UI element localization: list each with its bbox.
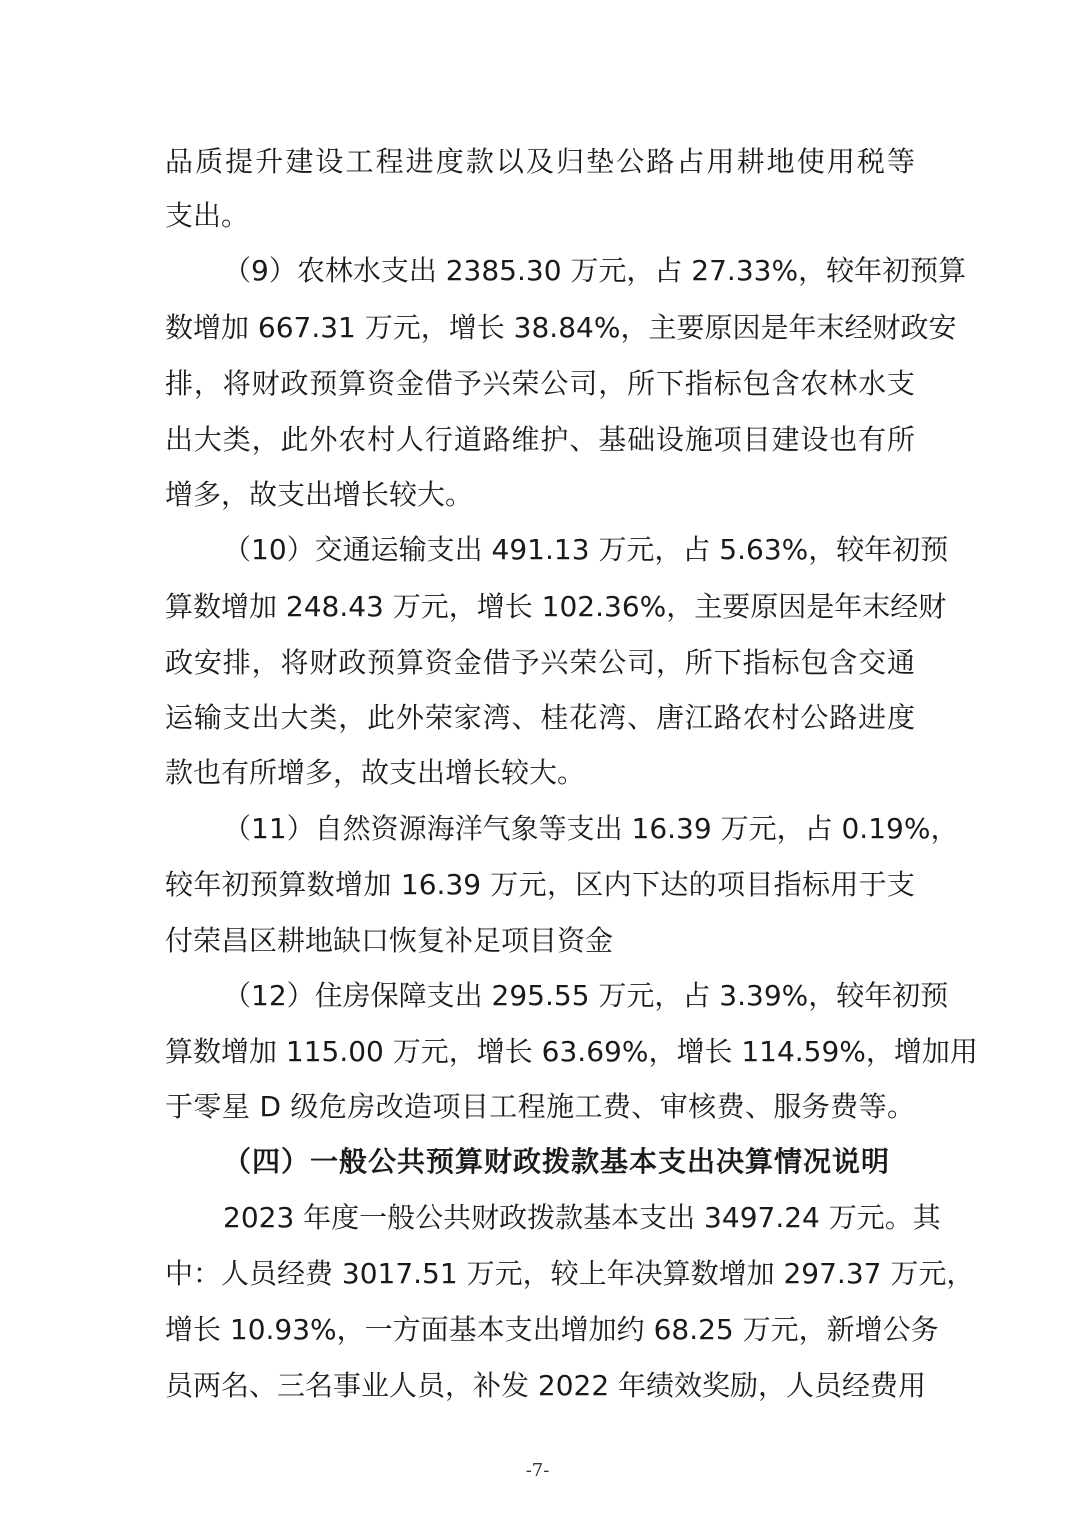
body-text-line: 算数增加 115.00 万元，增长 63.69%，增长 114.59%，增加用: [165, 1035, 978, 1068]
body-text-line: 于零星 D 级危房改造项目工程施工费、审核费、服务费等。: [165, 1090, 915, 1123]
body-text-line: 品质提升建设工程进度款以及归垫公路占用耕地使用税等: [165, 145, 915, 178]
body-text-line: 政安排，将财政预算资金借予兴荣公司，所下指标包含交通: [165, 646, 915, 679]
body-text-line: 增长 10.93%，一方面基本支出增加约 68.25 万元，新增公务: [165, 1313, 939, 1346]
paragraph-9-line: （9）农林水支出 2385.30 万元，占 27.33%，较年初预算: [223, 254, 967, 287]
body-text-line: 支出。: [165, 199, 250, 232]
body-text-line: 增多，故支出增长较大。: [165, 478, 474, 511]
page-number: -7-: [525, 1460, 550, 1481]
paragraph-basic-expenditure-line: 2023 年度一般公共财政拨款基本支出 3497.24 万元。其: [223, 1201, 941, 1234]
body-text-line: 较年初预算数增加 16.39 万元，区内下达的项目指标用于支: [165, 868, 915, 901]
body-text-line: 款也有所增多，故支出增长较大。: [165, 756, 586, 789]
paragraph-12-line: （12）住房保障支出 295.55 万元，占 3.39%，较年初预: [223, 979, 949, 1012]
paragraph-11-line: （11）自然资源海洋气象等支出 16.39 万元，占 0.19%，: [223, 812, 959, 845]
body-text-line: 数增加 667.31 万元，增长 38.84%，主要原因是年末经财政安: [165, 311, 957, 344]
body-text-line: 运输支出大类，此外荣家湾、桂花湾、唐江路农村公路进度: [165, 701, 915, 734]
body-text-line: 付荣昌区耕地缺口恢复补足项目资金: [165, 924, 614, 957]
body-text-line: 员两名、三名事业人员，补发 2022 年绩效奖励，人员经费用: [165, 1369, 927, 1402]
body-text-line: 出大类，此外农村人行道路维护、基础设施项目建设也有所: [165, 423, 915, 456]
body-text-line: 排，将财政预算资金借予兴荣公司，所下指标包含农林水支: [165, 367, 915, 400]
body-text-line: 算数增加 248.43 万元，增长 102.36%，主要原因是年末经财: [165, 590, 947, 623]
section-heading: （四）一般公共预算财政拨款基本支出决算情况说明: [223, 1145, 891, 1178]
paragraph-10-line: （10）交通运输支出 491.13 万元，占 5.63%，较年初预: [223, 533, 949, 566]
body-text-line: 中：人员经费 3017.51 万元，较上年决算数增加 297.37 万元，: [165, 1257, 975, 1290]
